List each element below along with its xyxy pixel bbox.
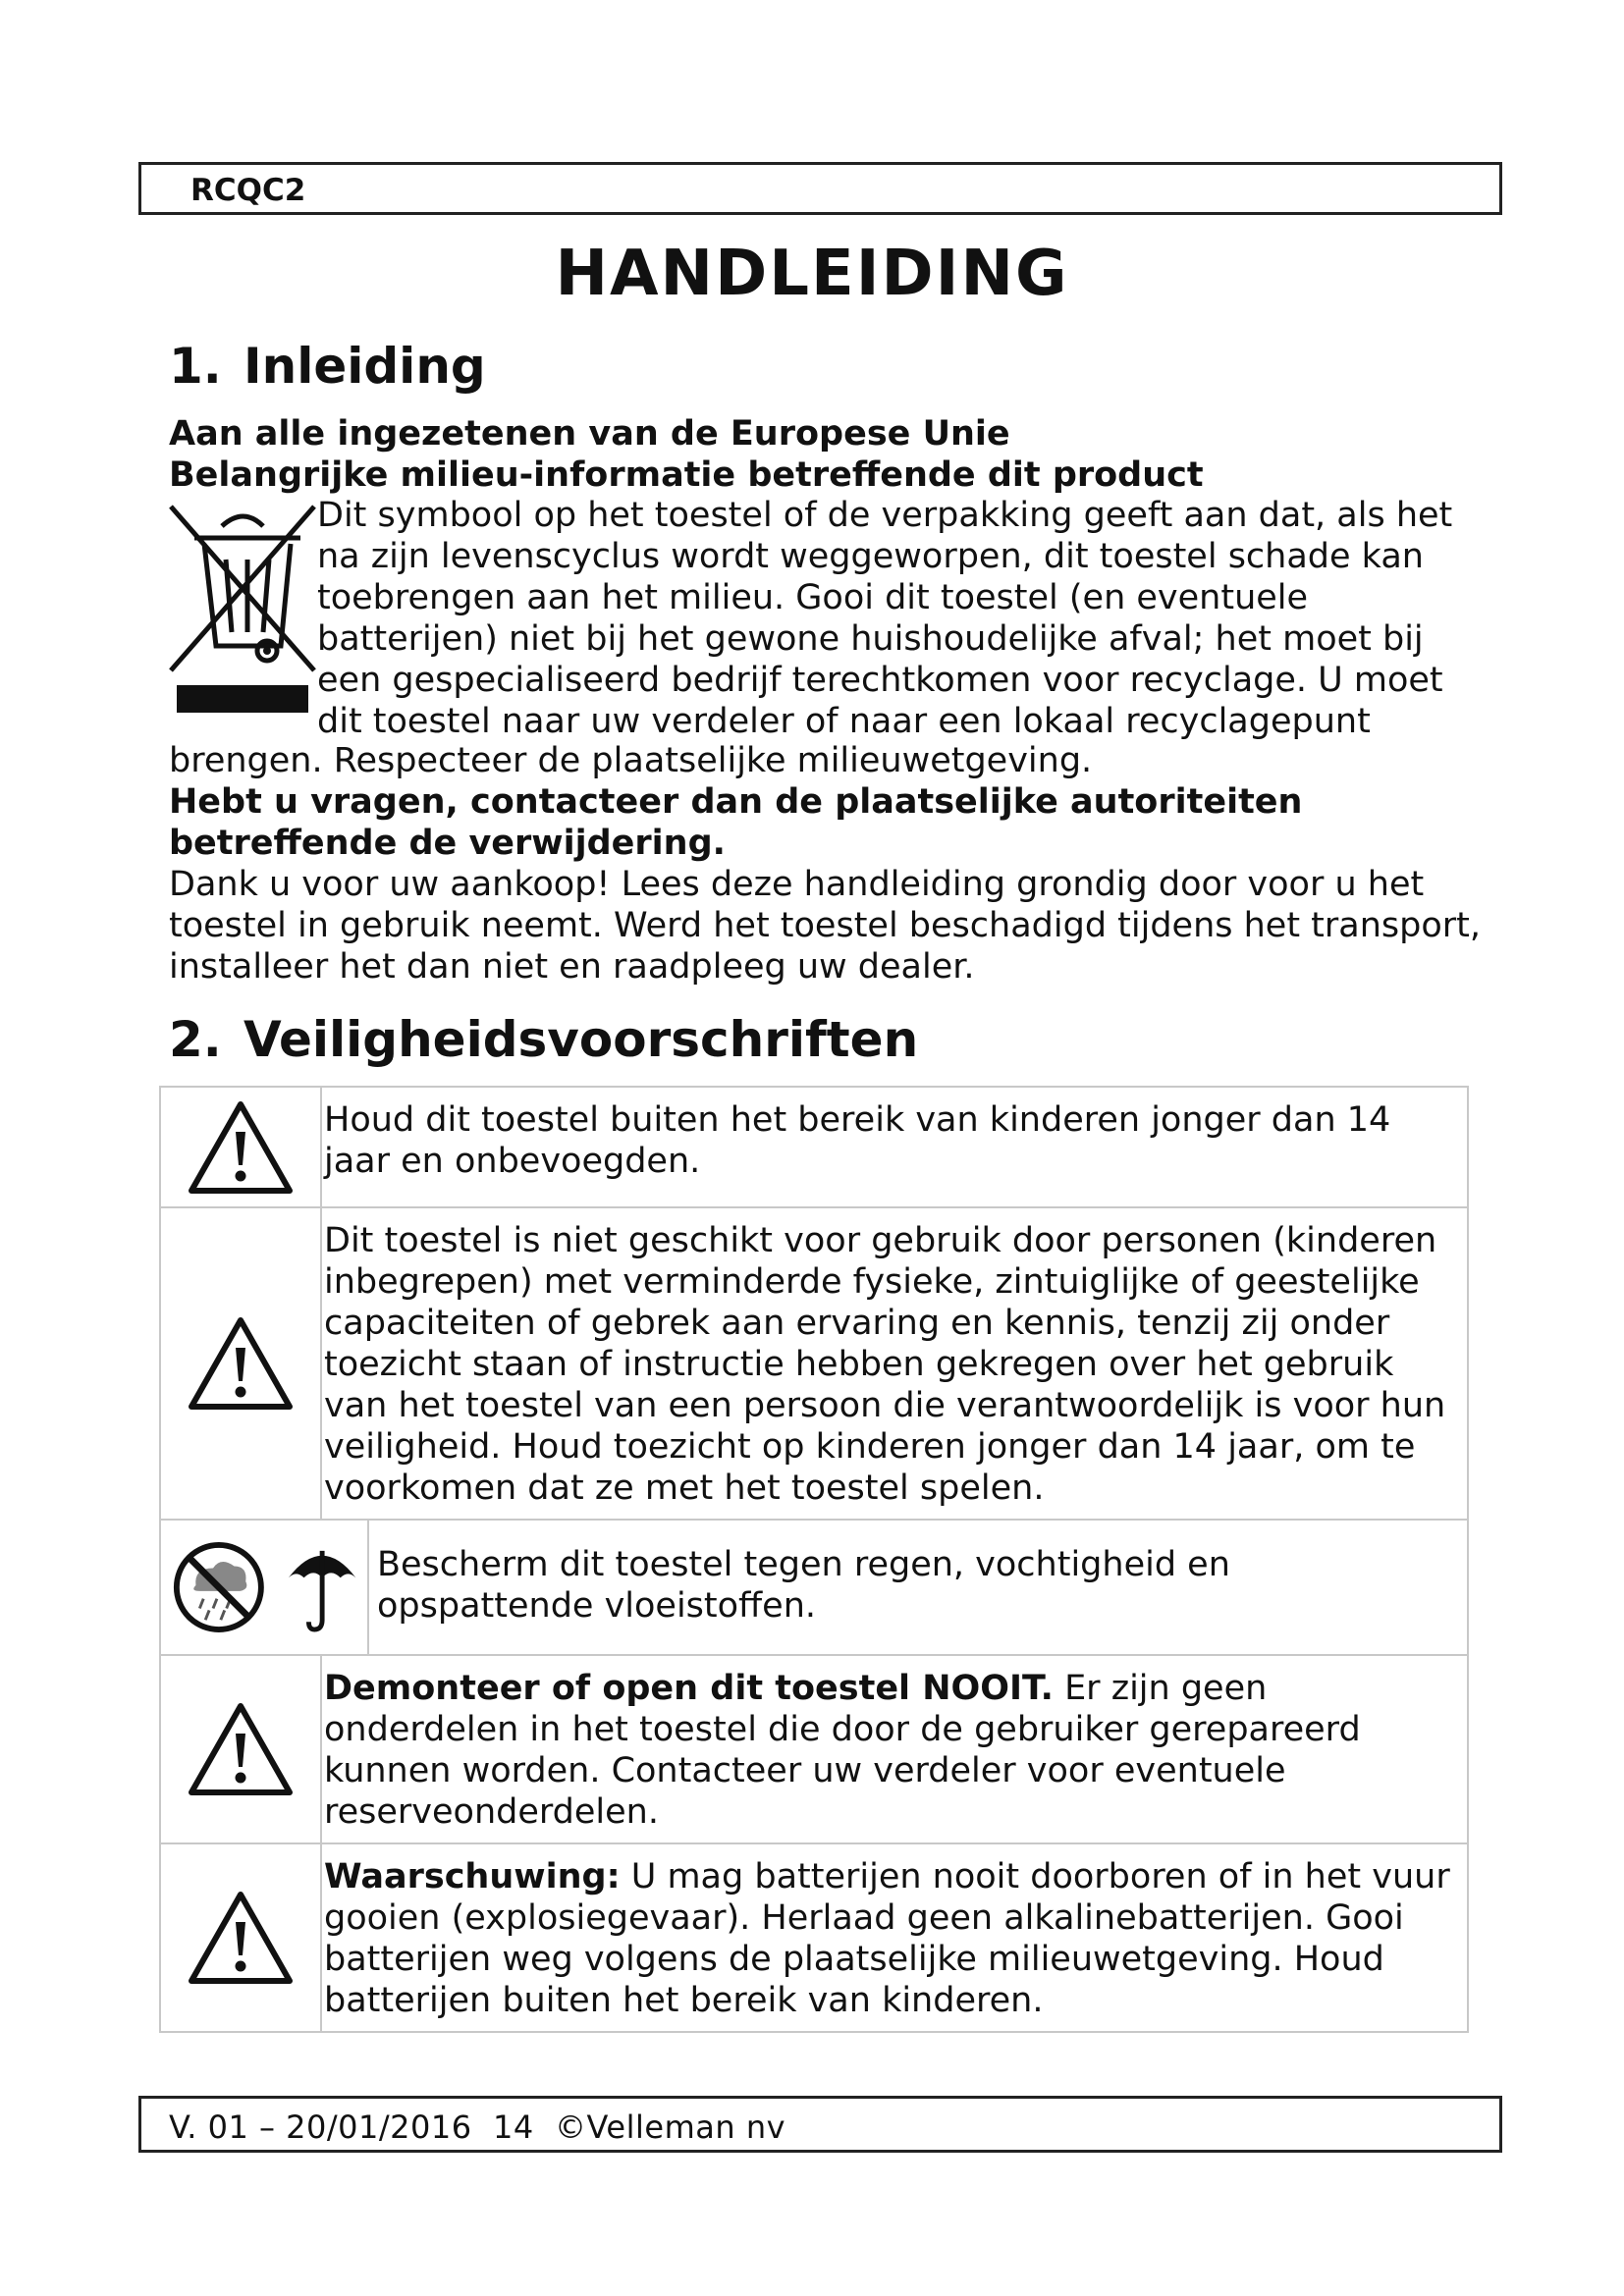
env-text-5: een gespecialiseerd bedrijf terechtkomen voor recyclage. U moet — [317, 661, 1443, 700]
warning-triangle-icon — [188, 1889, 294, 1987]
section-1-heading — [169, 338, 486, 395]
safety-text — [321, 1843, 1468, 2032]
section-number: 2. — [169, 1011, 222, 1068]
safety-row — [160, 1520, 1468, 1655]
safety-row — [160, 1207, 1468, 1520]
safety-text — [369, 1521, 1467, 1654]
thanks-line-3: installeer het dan niet en raadpleeg uw dealer. — [169, 947, 975, 987]
safety-text — [321, 1087, 1468, 1207]
eu-residents-line: Aan alle ingezetenen van de Europese Unie — [169, 414, 1010, 454]
env-text-6: dit toestel naar uw verdeler of naar een lokaal recyclagepunt — [317, 702, 1371, 741]
warning-triangle-icon — [188, 1098, 294, 1197]
safety-icon-cell — [160, 1207, 321, 1520]
env-text-4: batterijen) niet bij het gewone huishoudelijke afval; het moet bij — [317, 619, 1424, 659]
section-title: Inleiding — [244, 338, 486, 395]
rain-row-cell — [160, 1520, 1468, 1655]
thanks-line-1: Dank u voor uw aankoop! Lees deze handleiding grondig door voor u het — [169, 865, 1425, 904]
section-title: Veiligheidsvoorschriften — [244, 1011, 919, 1068]
safety-text-body: U mag batterijen nooit doorboren of in het vuur gooien (explosiegevaar). Herlaad geen alkalinebatterijen. Gooi batterijen weg volgens de plaatselijke milieuwetgeving. Houd batterijen buiten het bereik van kinderen. — [324, 1857, 1450, 2020]
safety-text-body: Dit toestel is niet geschikt voor gebruik door personen (kinderen inbegrepen) met verminderde fysieke, zintuiglijke of geestelijke capaciteiten of gebrek aan ervaring en kennis, tenzij zij onder toezicht staan of instructie hebben gekregen over het gebruik van het toestel van een persoon die verantwoordelijk is voor hun veiligheid. Houd toezicht op kinderen jonger dan 14 jaar, om te voorkomen dat ze met het toestel spelen. — [324, 1221, 1446, 1508]
env-text-3: toebrengen aan het milieu. Gooi dit toestel (en eventuele — [317, 578, 1309, 617]
env-text-1: Dit symbool op het toestel of de verpakking geeft aan dat, als het — [317, 496, 1453, 535]
environment-info-line: Belangrijke milieu-informatie betreffende dit product — [169, 455, 1204, 495]
rain-icons-cell — [161, 1521, 369, 1654]
umbrella-icon — [285, 1538, 359, 1636]
safety-text-lead: Demonteer of open dit toestel NOOIT. — [324, 1669, 1054, 1708]
warning-triangle-icon — [188, 1314, 294, 1413]
header-box — [138, 162, 1502, 215]
thanks-line-2: toestel in gebruik neemt. Werd het toestel beschadigd tijdens het transport, — [169, 906, 1482, 945]
safety-icon-cell — [160, 1087, 321, 1207]
footer-text: V. 01 – 20/01/2016 14 ©Velleman nv — [169, 2109, 786, 2146]
crossed-out-wheelie-bin-icon — [165, 499, 322, 717]
section-2-heading — [169, 1011, 918, 1068]
questions-line-2: betreffende de verwijdering. — [169, 824, 726, 863]
safety-icon-cell — [160, 1655, 321, 1843]
safety-row — [160, 1843, 1468, 2032]
safety-row — [160, 1087, 1468, 1207]
safety-text — [321, 1207, 1468, 1520]
no-rain-icon — [171, 1538, 267, 1636]
questions-line-1: Hebt u vragen, contacteer dan de plaatselijke autoriteiten — [169, 782, 1303, 822]
env-text-7: brengen. Respecteer de plaatselijke milieuwetgeving. — [169, 741, 1093, 780]
page-title: HANDLEIDING — [555, 238, 1069, 310]
safety-text-body: Bescherm dit toestel tegen regen, vochtigheid en opspattende vloeistoffen. — [377, 1545, 1230, 1626]
safety-text-body: Er zijn geen onderdelen in het toestel die door de gebruiker gerepareerd kunnen worden. Contacteer uw verdeler voor eventuele reserveonderdelen. — [324, 1669, 1361, 1832]
footer-box — [138, 2096, 1502, 2153]
safety-text-body: Houd dit toestel buiten het bereik van kinderen jonger dan 14 jaar en onbevoegden. — [324, 1100, 1391, 1181]
safety-table — [159, 1086, 1469, 2033]
warning-triangle-icon — [188, 1700, 294, 1798]
safety-row — [160, 1655, 1468, 1843]
model-label: RCQC2 — [190, 173, 306, 208]
safety-text — [321, 1655, 1468, 1843]
safety-icon-cell — [160, 1843, 321, 2032]
safety-text-lead: Waarschuwing: — [324, 1857, 621, 1896]
env-text-2: na zijn levenscyclus wordt weggeworpen, dit toestel schade kan — [317, 537, 1424, 576]
section-number: 1. — [169, 338, 222, 395]
